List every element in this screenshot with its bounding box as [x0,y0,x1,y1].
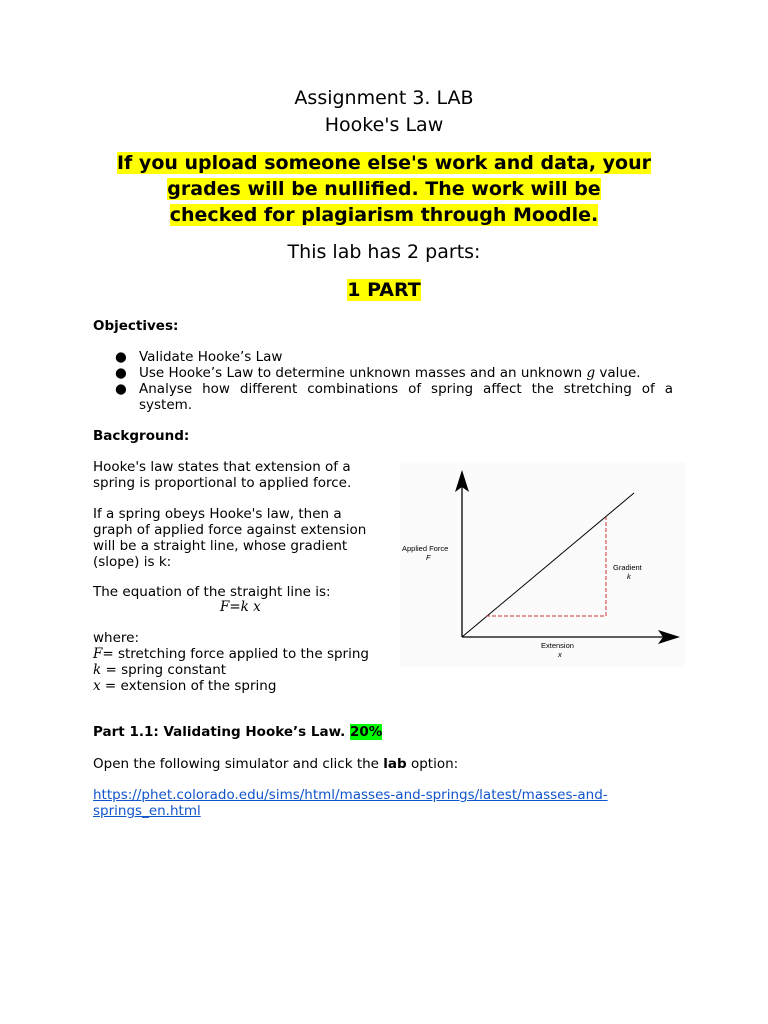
where-label: where: [93,630,140,646]
bullet-icon: ● [115,365,127,381]
definition-text: = extension of the spring [100,678,277,694]
definition-text: = stretching force applied to the spring [102,646,369,662]
y-axis-variable: F [426,553,431,562]
plagiarism-warning [0,150,768,228]
definition-text: = spring constant [101,662,227,678]
objectives-list [93,349,673,413]
text-line: If a spring obeys Hooke's law, then a [93,506,342,522]
text-line: (slope) is k: [93,554,172,570]
simulator-instruction [93,756,458,772]
bullet-icon: ● [115,349,127,365]
equation: F=k x [220,599,261,615]
link-line-2[interactable]: springs_en.html [93,803,201,819]
text-line: graph of applied force against extension [93,522,367,538]
parts-intro: This lab has 2 parts: [287,241,481,263]
text-line: spring is proportional to applied force. [93,475,352,491]
warning-line-2: grades will be nullified. The work will be [167,178,601,200]
x-axis-label: Extension [541,641,574,650]
warning-line-3: checked for plagiarism through Moodle. [169,204,599,226]
objective-text-after: value. [595,365,641,381]
instruction-text: Open the following simulator and click the [93,756,384,772]
warning-line-1: If you upload someone else's work and data, your [116,152,651,174]
graph-background [400,462,685,667]
g-variable: g [586,365,596,381]
equation-intro: The equation of the straight line is: [93,584,331,600]
objectives-heading: Objectives: [93,318,179,334]
hookes-law-graph [400,462,685,667]
part-heading [0,279,768,301]
text-line: Hooke's law states that extension of a [93,459,351,475]
part-1-1-heading [93,724,382,740]
bullet-icon: ● [115,381,127,397]
title-line-2: Hooke's Law [324,114,444,136]
page-title [0,85,768,139]
objective-item [93,349,673,365]
definition-f [93,646,369,662]
objective-text: Validate Hooke’s Law [139,349,283,365]
gradient-label: Gradient [613,563,642,572]
instruction-text: option: [406,756,459,772]
x-variable: x [93,678,101,694]
background-paragraph-2 [93,506,366,570]
background-paragraph-1 [93,459,351,491]
background-heading: Background: [93,428,190,444]
lab-option-text: lab [383,756,407,772]
objective-item [93,381,673,413]
link-line-1[interactable]: https://phet.colorado.edu/sims/html/masses-and-springs/latest/masses-and- [93,787,608,803]
simulator-link[interactable] [93,787,608,819]
f-variable: F [93,646,103,662]
simulator-link-block[interactable] [93,787,608,819]
definitions [93,630,369,694]
text-line: will be a straight line, whose gradient [93,538,348,554]
x-axis-variable: x [558,650,562,659]
grade-weight-badge: 20% [350,724,383,740]
objective-text-before: Use Hooke’s Law to determine unknown masses and an unknown [139,365,587,381]
title-line-1: Assignment 3. LAB [294,87,474,109]
objective-text: Analyse how different combinations of spring affect the stretching of a system. [139,381,673,413]
y-axis-label: Applied Force [402,544,449,553]
part-1-1-title: Part 1.1: Validating Hooke’s Law. [93,724,346,740]
part-heading-text: 1 PART [347,279,421,301]
definition-x [93,678,369,694]
objective-item [93,365,673,381]
gradient-variable: k [627,572,631,581]
k-variable: k [93,662,102,678]
definition-k [93,662,369,678]
